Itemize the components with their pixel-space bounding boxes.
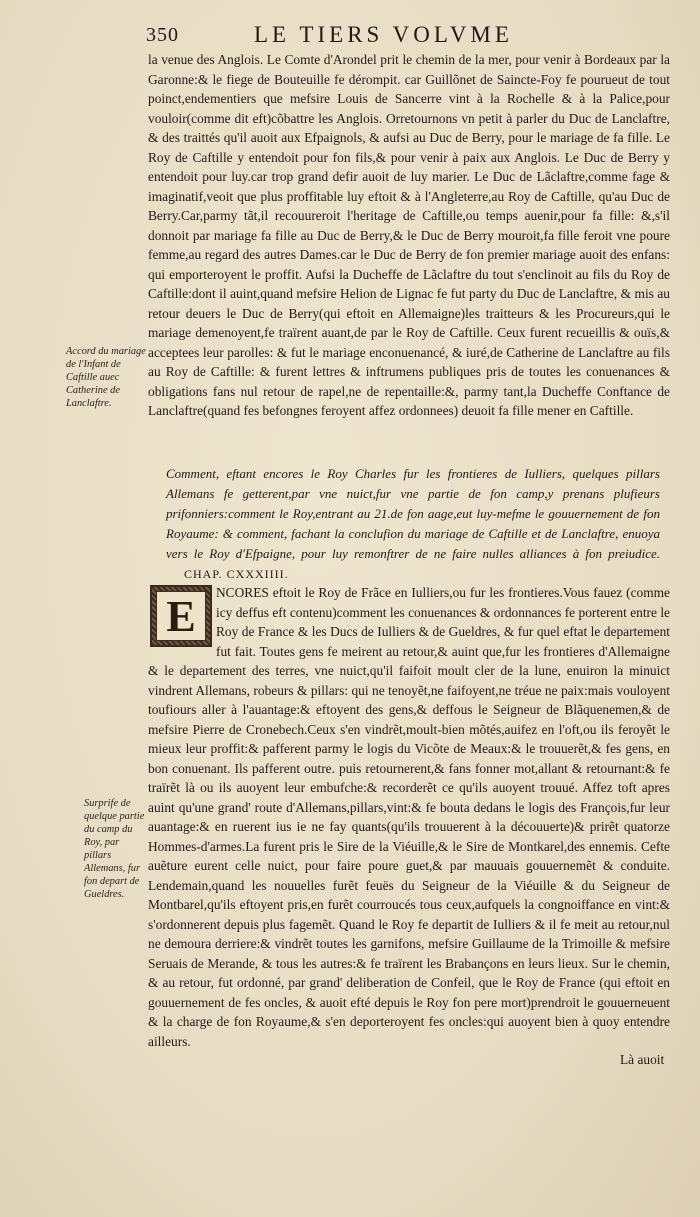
paragraph-top: la venue des Anglois. Le Comte d'Arondel prit le chemin de la mer, pour venir à Bordeaux par la Garonne:& le fiege de Bouteuille fe dérompit. car Guillõnet de Saincte-Foy fe pourueut de tout poinct,endementiers que mefsire Louis de Sancerre vint à la Rochelle & à la Palice,pour vouloir(comme dit eft)cõbattre les Anglois. Orretournons vn petit à parler du Duc de Lanclaftre, & des traittés qu'il auoit aux Efpaignols, & aufsi au Duc de Berry, pour le mariage de fa fille. Le Roy de Caftille y entendoit pour fon fils,& pour venir à paix aux Anglois. Le Duc de Berry y entendoit pour luy.car trop grand defir auoit de luy marier. Le Duc de Lãclaftre,comme fage & imaginatif,veoit que plus proffitable luy eftoit & à l'Angleterre,au Roy de Caftille, qu'au Duc de Berry.Car,parmy tãt,il recouureroit l'heritage de Caftille,ou temps auenir,pour fa fille: &,s'il donnoit par mariage fa fille au Duc de Berry,& le Duc de Berry mouroit,fa fille feroit vne poure femme,au regard des autres Dames.car le Duc de Berry de fon premier mariage auoit des enfans: qui emporteroyent le proffit. Aufsi la Ducheffe de Lãclaftre du tout s'enclinoit au fils du Roy de Caftille:dont il auint,quand mefsire Helion de Lignac fe fut party du Duc de Lanclaftre, & mis au retour deuers le Duc de Berry(qui eftoit en Allemaigne)les traitteurs & les Procureurs,qui le mariage demenoyent,fe traïrent auant,de par le Roy de Caftille. Ceux furent recueillis & ouïs,& acceptees leur parolles: & fut le mariage enconuenancé, & iuré,de Catherine de Lanclaftre au fils au Roy de Caftille: & furent lettres & inftrumens publiques pris de toutes les conuenances & obligations fans nul retour de rapel,ne de repentaille:&, parmy tant,la Ducheffe Conftance de Lanclaftre(quand fes befongnes feroyent affez ordonnees) deuoit fa fille mener en Caftille.	[148, 52, 670, 418]
body-text-bottom	[148, 583, 670, 1051]
page-number: 350	[146, 24, 179, 46]
body-text-top	[148, 50, 670, 421]
chapter-number: CHAP. CXXXIIII.	[184, 567, 289, 581]
chapter-heading	[166, 464, 660, 584]
ornamental-initial	[150, 585, 212, 647]
catchword: Là auoit	[620, 1052, 665, 1067]
running-title: LE TIERS VOLVME	[254, 22, 513, 47]
marginal-note-2: Surprife de quelque partie du camp du Roy, par pillars Allemans, fur fon depart de Gueldres.	[84, 798, 145, 900]
chapter-summary: Comment, eftant encores le Roy Charles fur les frontieres de Iulliers, quelques pillars Allemans fe getterent,par vne nuict,fur vne partie de fon camp,y prenans plufieurs prifonniers:comment le Roy,entrant au 21.de fon aage,eut luy-mefme le gouuernement de fon Royaume: & comment, fachant la conclufion du mariage de Caftille et de Lanclaftre, enuoya vers le Roy d'Efpaigne, pour luy remonftrer de ne faire nulles alliances à fon preiudice.	[166, 466, 660, 561]
marginal-note-1: Accord du mariage de l'Infant de Caftille auec Catherine de Lanclaftre.	[66, 346, 146, 409]
paragraph-bottom: NCORES eftoit le Roy de Frãce en Iulliers,ou fur les frontieres.Vous fauez (comme icy deffus eft contenu)comment les conuenances & ordonnances fe porterent entre le Roy de France & les Ducs de Iulliers & de Gueldres, & fur quel eftat le departement fut fait. Toutes gens fe meirent au retour,& auint que,fur les frontieres d'Allemaigne & le departement des terres, vne nuict,qu'il faifoit moult cler de la lune, enuiron la minuict vindrent Allemans, robeurs & pillars: qui ne tenoyẽt,ne faifoyent,ne tréue ne paix:mais vouloyent toufiours aller à l'auantage:& eftoyent des gens,& deffous le Seigneur de Blãquenemen,& de mefsire Pierre de Cronebech.Ceux s'en vindrẽt,moult-bien mõtés,auifez en l'oft,ou ils feroyẽt le mieux leur proffit:& pafferent parmy le logis du Vicõte de Meaux:& le trouuerẽt,& fes gens, en bon conuenant. Ils pafferent outre. puis retournerent,& fans fonner mot,allant & retournant:& fe traïrẽt là ou ils auoyent leur embufche:& recorderẽt ce qu'ils auoyent trouué. Affez toft apres auint qu'une grand' route d'Allemans,pillars,vint:& fe bouta dedans le logis des François,fur leur auantage:& en ruerent ius ie ne fay quants(qu'ils trouuerent à la découuerte)& prirẽt quatorze Hommes-d'armes.La furent pris le Sire de la Viéuille,& le Sire de Montkarel,des ennemis. Cefte auẽture eurent celle nuict, pour faire poure guet,& par mauuais gouuernemẽt & conduite. Lendemain,quand les nouuelles furẽt feuës du Seigneur de la Viéuille & du Seigneur de Montbarel,qu'ils eftoyent pris,en furẽt courroucés tous ceux,aufquels la congnoiffance en vint:& s'ordonnerent depuis plus fagemẽt. Quand le Roy fe departit de Iulliers & il fe meit au retour,nul ne demoura derriere:& vindrẽt toutes les garnifons, mefsire Guillaume de la Trimoille & mefsire Seruais de Merande, & tous les autres:& fe traïrent les Brabançons en leurs lieux. Sur le chemin, & au retour, fut ordonné, par grand' deliberation de Confeil, que le Roy de France (qui eftoit en gouuernement de fes oncles, & auoit efté depuis le Roy fon pere mort)prendroit le gouuerneuent & la charge de fon Royaume,& s'en deporteroyent fes oncles:qui auoyent bien à quoy entendre ailleurs.	[148, 585, 670, 1049]
initial-letter: E	[156, 591, 206, 641]
